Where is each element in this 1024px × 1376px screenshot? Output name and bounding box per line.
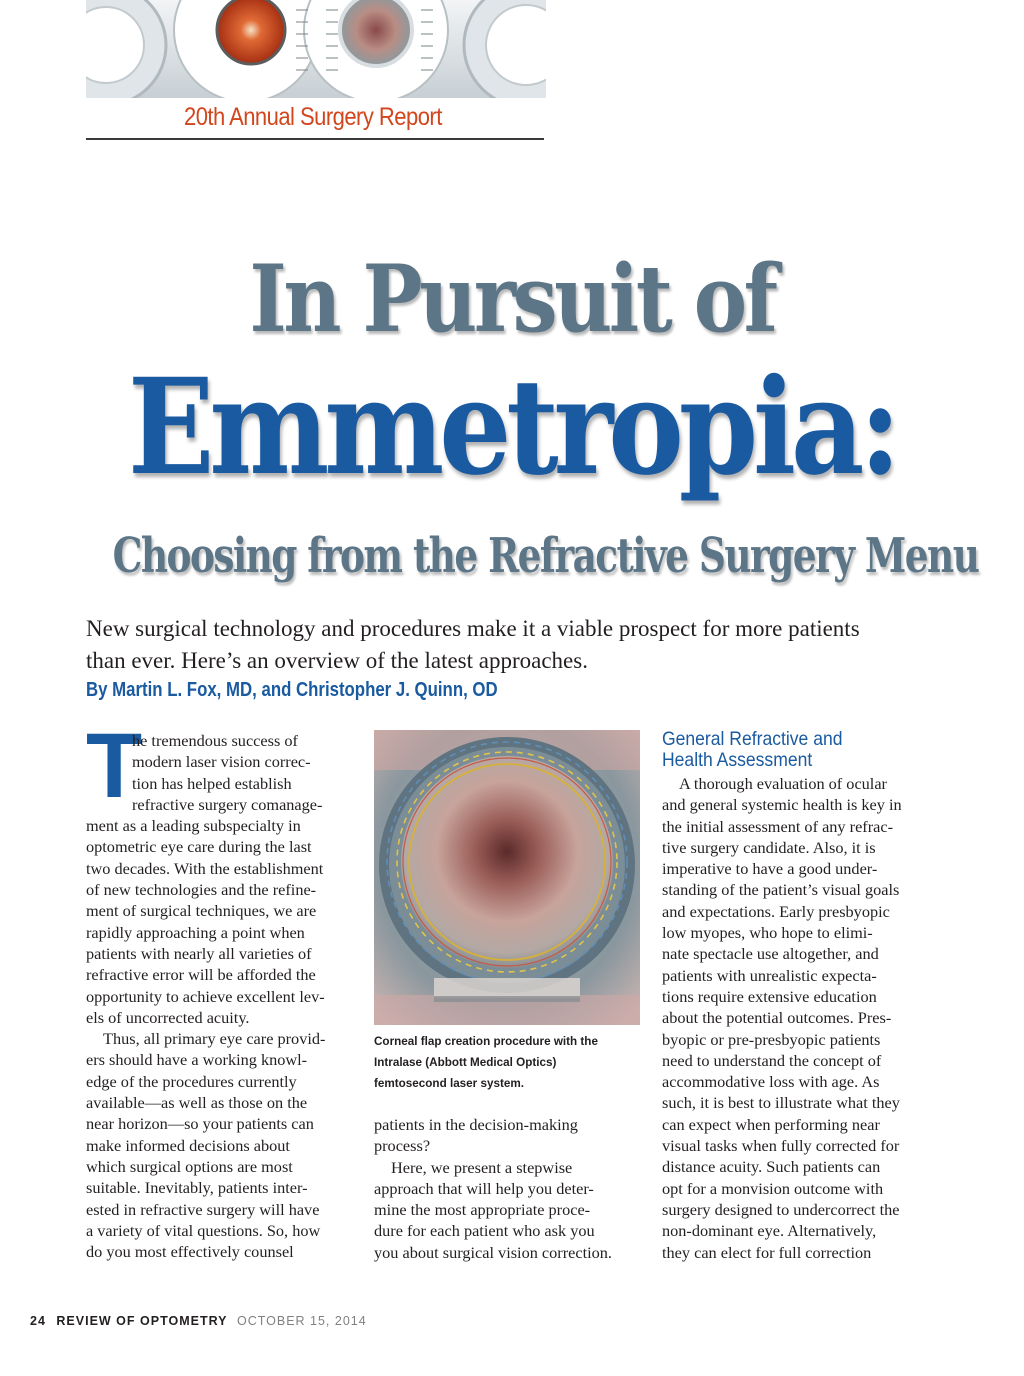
publication-name: REVIEW OF OPTOMETRY — [56, 1314, 228, 1328]
deck-line: than ever. Here’s an overview of the latest approaches. — [86, 648, 588, 673]
body-line: surgery designed to undercorrect the — [662, 1199, 900, 1219]
body-line: non-dominant eye. Alternatively, — [662, 1221, 877, 1241]
body-line: of new technologies and the refine- — [86, 880, 317, 900]
body-line: and general systemic health is key in — [662, 795, 902, 815]
body-line: the initial assessment of any refrac- — [662, 816, 894, 836]
body-line: process? — [374, 1136, 431, 1156]
body-line: opportunity to achieve excellent lev- — [86, 986, 325, 1006]
body-line: mine the most appropriate proce- — [374, 1200, 591, 1220]
page-footer — [30, 1314, 367, 1328]
body-line: dure for each patient who ask you — [374, 1221, 595, 1241]
body-line: rapidly approaching a point when — [86, 922, 305, 942]
body-line: Thus, all primary eye care provid- — [103, 1029, 326, 1049]
body-line: accommodative loss with age. As — [662, 1072, 880, 1092]
page-number: 24 — [30, 1314, 46, 1328]
body-line: refractive surgery comanage- — [132, 794, 323, 814]
title-subtitle: Choosing from the Refractive Surgery Menu — [112, 528, 979, 584]
body-line: they can elect for full correction — [662, 1242, 872, 1262]
body-line: edge of the procedures currently — [86, 1071, 297, 1091]
body-line: low myopes, who hope to elimi- — [662, 923, 873, 943]
body-line: can expect when performing near — [662, 1114, 880, 1134]
body-line: make informed decisions about — [86, 1135, 290, 1155]
deck-line: New surgical technology and procedures make it a viable prospect for more patients — [86, 616, 860, 641]
body-column-3 — [662, 773, 937, 1263]
body-line: els of uncorrected acuity. — [86, 1007, 250, 1027]
header-banner-image — [86, 0, 546, 98]
body-line: optometric eye care during the last — [86, 837, 312, 857]
body-line: byopic or pre-presbyopic patients — [662, 1029, 881, 1049]
byline: By Martin L. Fox, MD, and Christopher J. Quinn, OD — [86, 679, 498, 701]
body-line: visual tasks when fully corrected for — [662, 1136, 900, 1156]
body-line: Here, we present a stepwise — [391, 1157, 573, 1177]
body-line: standing of the patient’s visual goals — [662, 880, 900, 900]
body-line: and expectations. Early presbyopic — [662, 901, 890, 921]
title-line-2: Emmetropia: — [127, 350, 897, 505]
section-label: 20th Annual Surgery Report — [184, 103, 442, 131]
body-line: tions require extensive education — [662, 986, 877, 1006]
body-line: patients in the decision-making — [374, 1115, 578, 1134]
body-line: about the potential outcomes. Pres- — [662, 1008, 892, 1028]
body-line: nate spectacle use altogether, and — [662, 944, 879, 964]
drop-cap: T — [86, 715, 143, 817]
body-line: modern laser vision correc- — [132, 752, 311, 772]
body-column-2 — [374, 1114, 644, 1263]
body-line: a variety of vital questions. So, how — [86, 1220, 321, 1240]
body-line: which surgical options are most — [86, 1156, 293, 1176]
body-line: ers should have a working knowl- — [86, 1050, 308, 1070]
caption-line: Corneal flap creation procedure with the — [374, 1034, 598, 1048]
body-line: he tremendous success of — [132, 731, 298, 750]
issue-date: OCTOBER 15, 2014 — [236, 1314, 367, 1328]
header-rule — [86, 138, 544, 140]
body-line: patients with unrealistic expecta- — [662, 965, 877, 985]
heading-line: Health Assessment — [662, 749, 813, 771]
body-line: ested in refractive surgery will have — [86, 1199, 320, 1219]
body-line: imperative to have a good under- — [662, 859, 878, 879]
figure-caption — [374, 1031, 631, 1094]
body-line: opt for a monvision outcome with — [662, 1178, 884, 1198]
deck — [86, 613, 946, 677]
section-heading — [662, 729, 842, 771]
body-line: A thorough evaluation of ocular — [679, 774, 887, 793]
body-line: tive surgery candidate. Also, it is — [662, 837, 876, 857]
body-line: do you most effectively counsel — [86, 1242, 294, 1262]
body-line: available—as well as those on the — [86, 1093, 308, 1113]
caption-line: femtosecond laser system. — [374, 1076, 524, 1090]
figure-corneal-flap-photo — [374, 730, 640, 1025]
body-line: refractive error will be afforded the — [86, 965, 316, 985]
body-column-1 — [86, 730, 356, 1262]
title-line-1: In Pursuit of — [249, 244, 775, 353]
heading-line: General Refractive and — [662, 728, 843, 750]
body-line: two decades. With the establishment — [86, 858, 324, 878]
body-line: approach that will help you deter- — [374, 1178, 594, 1198]
body-line: patients with nearly all varieties of — [86, 943, 312, 963]
body-line: you about surgical vision correction. — [374, 1242, 612, 1262]
body-line: need to understand the concept of — [662, 1050, 882, 1070]
body-line: tion has helped establish — [132, 773, 292, 793]
body-line: distance acuity. Such patients can — [662, 1157, 881, 1177]
body-line: near horizon—so your patients can — [86, 1114, 314, 1134]
body-line: such, it is best to illustrate what they — [662, 1093, 900, 1113]
body-line: ment as a leading subspecialty in — [86, 816, 301, 836]
body-line: ment of surgical techniques, we are — [86, 901, 317, 921]
caption-line: Intralase (Abbott Medical Optics) — [374, 1055, 557, 1069]
body-line: suitable. Inevitably, patients inter- — [86, 1178, 308, 1198]
